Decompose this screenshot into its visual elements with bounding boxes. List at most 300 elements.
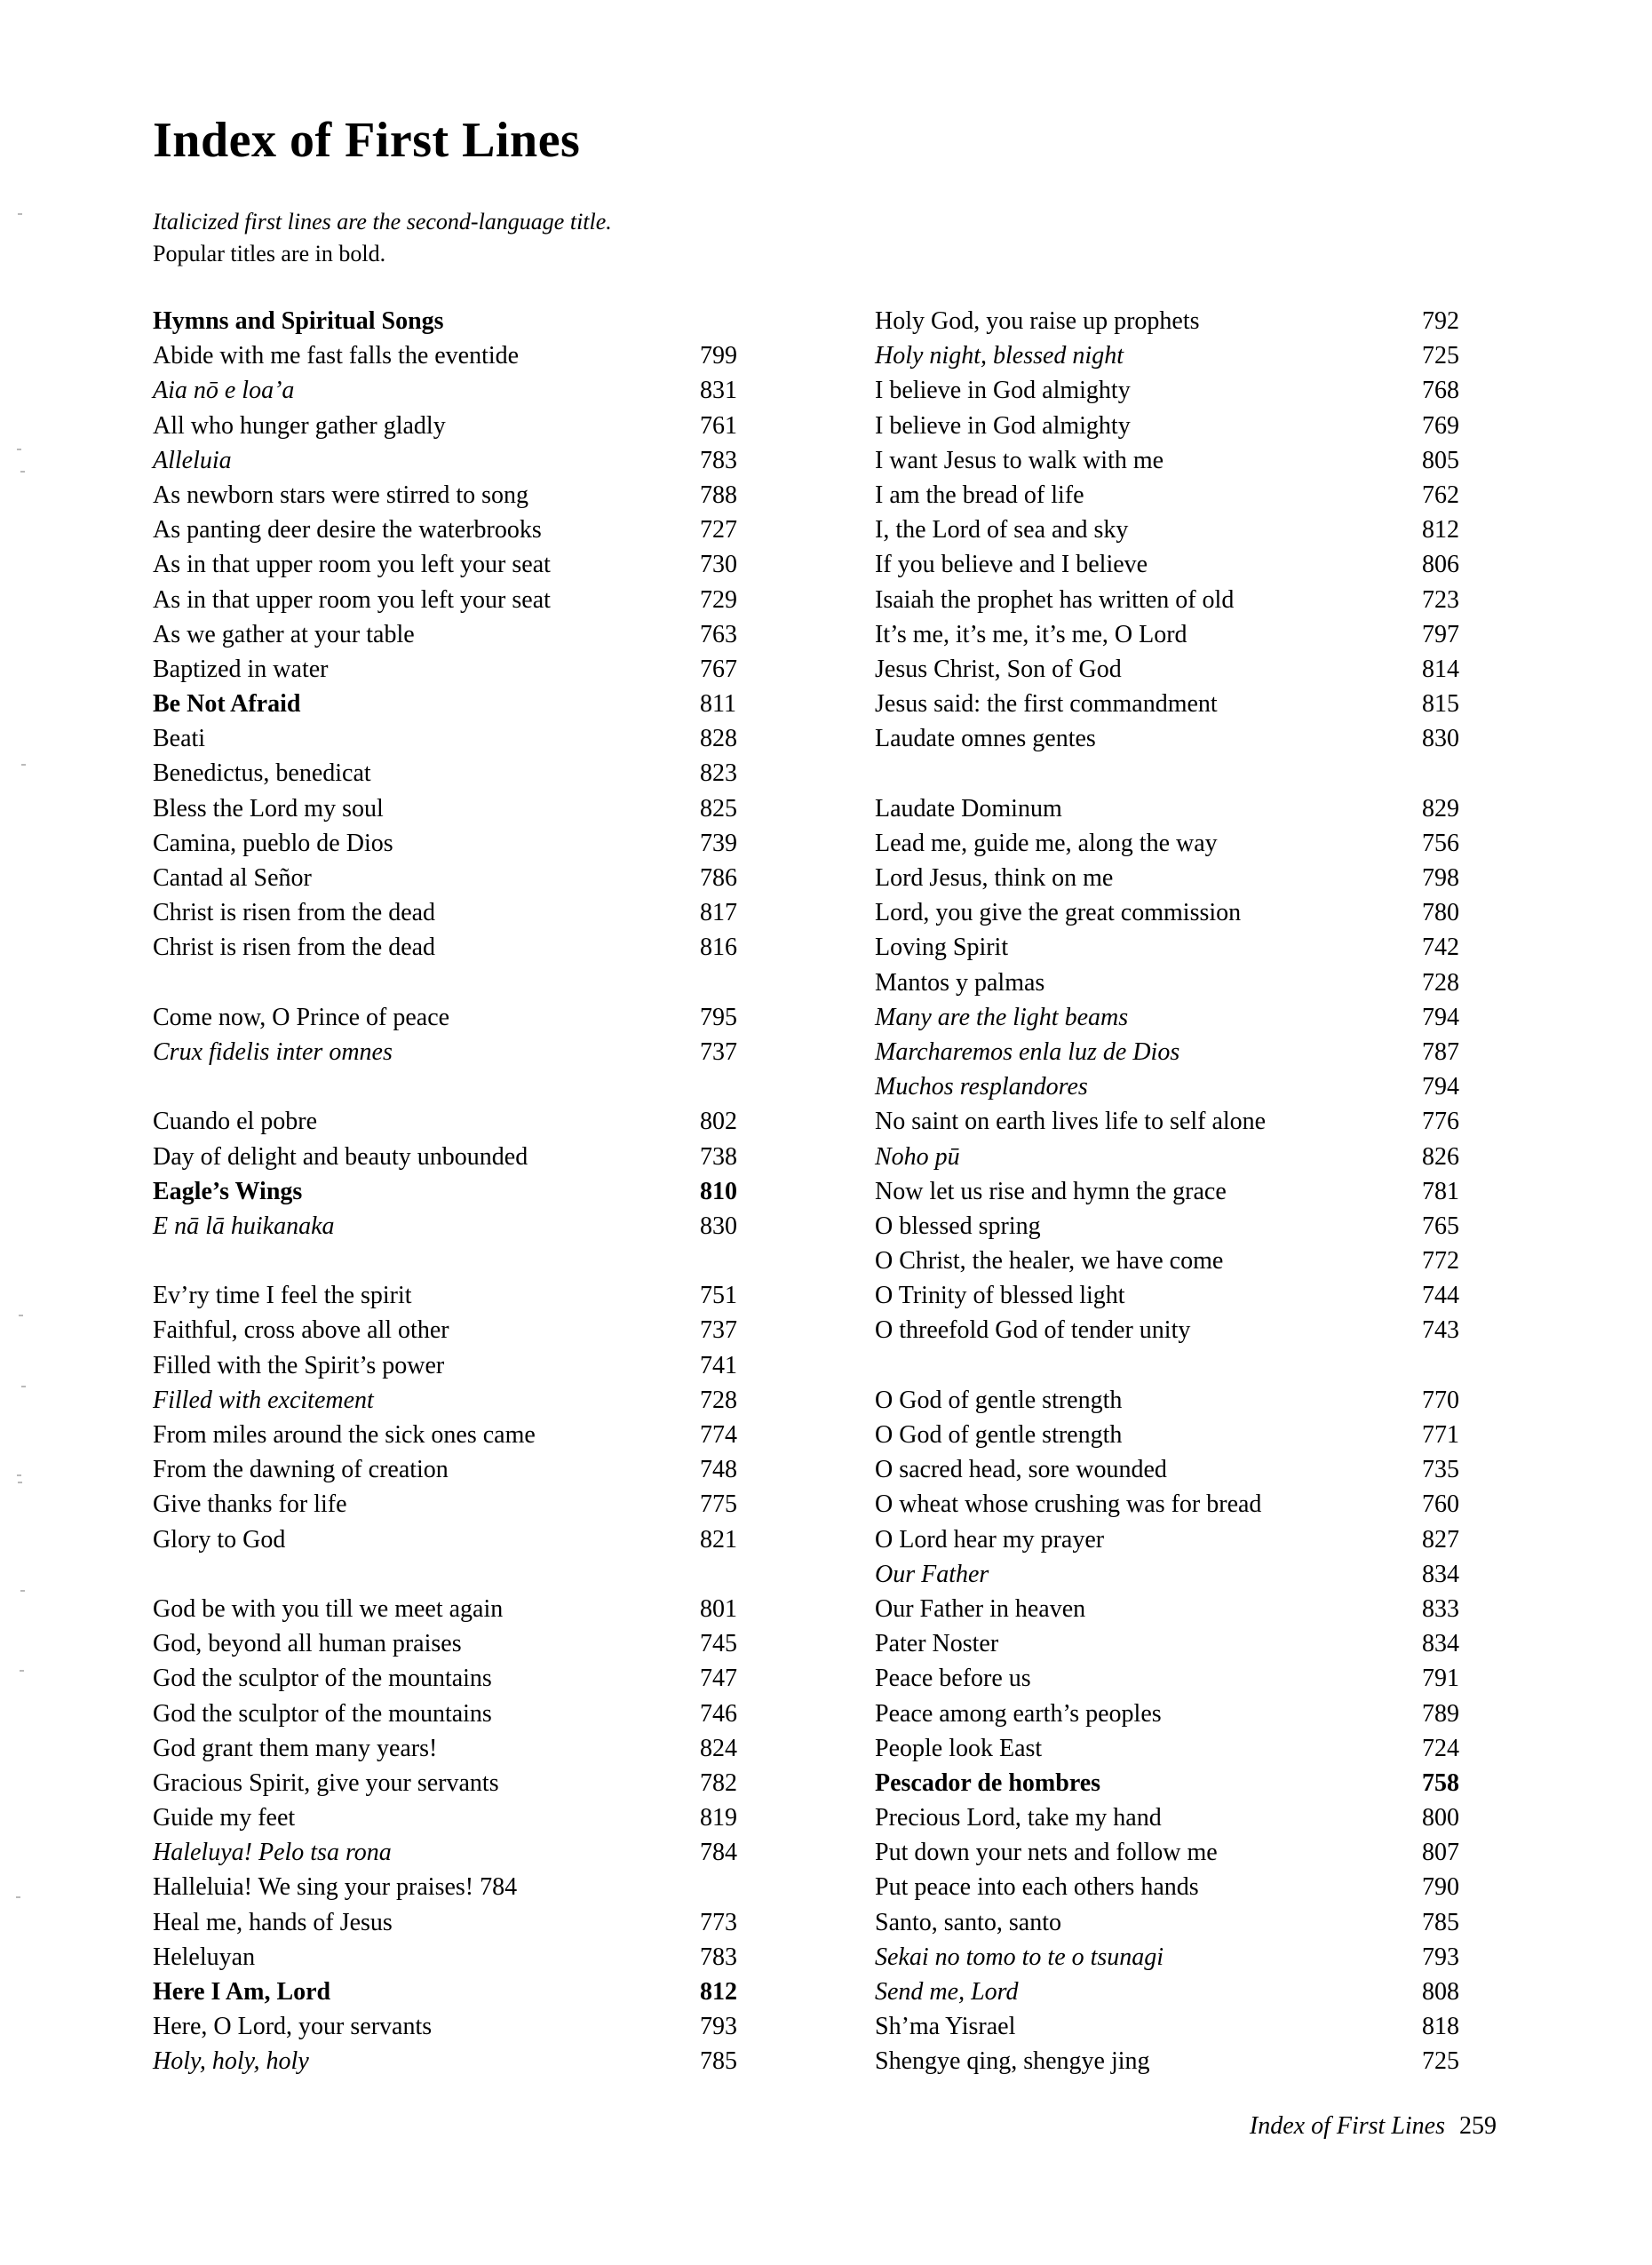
index-entry-row <box>875 687 1497 721</box>
index-entry-row <box>153 1940 774 1975</box>
entry-title: Heal me, hands of Jesus <box>153 1908 393 1936</box>
index-spacer-row <box>875 1348 1497 1383</box>
index-entry-row <box>153 1522 774 1557</box>
entry-title: People look East <box>875 1734 1043 1762</box>
entry-title: Marcharemos enla luz de Dios <box>875 1037 1180 1066</box>
index-entry-row <box>153 547 774 582</box>
entry-title: Jesus Christ, Son of God <box>875 655 1122 683</box>
index-entry-row <box>153 1174 774 1209</box>
entry-page-number: 834 <box>1422 1630 1459 1658</box>
entry-page-number: 769 <box>1422 411 1459 440</box>
entry-title: Lord, you give the great commission <box>875 899 1242 927</box>
entry-title: Here, O Lord, your servants <box>153 2013 433 2041</box>
entry-page-number: 794 <box>1422 1073 1459 1101</box>
entry-page-number: 725 <box>1422 342 1459 370</box>
entry-page-number: 762 <box>1422 481 1459 509</box>
entry-title: Holy, holy, holy <box>153 2047 309 2076</box>
entry-title: Jesus said: the first commandment <box>875 690 1218 719</box>
footer-page-number: 259 <box>1459 2112 1497 2140</box>
entry-title: Christ is risen from the dead <box>153 934 436 962</box>
index-entry-row <box>153 1000 774 1035</box>
entry-page-number: 747 <box>700 1665 737 1693</box>
index-entry-row <box>875 721 1497 756</box>
entry-title: Muchos resplandores <box>875 1073 1088 1101</box>
entry-page-number: 741 <box>700 1351 737 1379</box>
index-entry-row <box>153 2009 774 2044</box>
entry-title: Pescador de hombres <box>875 1768 1101 1797</box>
index-entry-row <box>875 1000 1497 1035</box>
index-entry-row <box>153 1626 774 1661</box>
entry-title: Abide with me fast falls the eventide <box>153 342 520 370</box>
index-entry-row <box>153 583 774 617</box>
entry-title: Santo, santo, santo <box>875 1908 1061 1936</box>
entry-title: O Christ, the healer, we have come <box>875 1247 1224 1276</box>
index-spacer-row <box>153 966 774 1000</box>
index-entry-row <box>875 373 1497 408</box>
entry-page-number: 735 <box>1422 1456 1459 1484</box>
entry-page-number: 827 <box>1422 1525 1459 1554</box>
index-entry-row <box>875 652 1497 687</box>
index-entry-row <box>875 895 1497 930</box>
entry-page-number: 761 <box>700 411 737 440</box>
entry-title: God the sculptor of the mountains <box>153 1699 492 1728</box>
entry-title: No saint on earth lives life to self alone <box>875 1108 1267 1136</box>
index-entry-row <box>153 687 774 721</box>
entry-page-number: 773 <box>700 1908 737 1936</box>
index-entry-row <box>153 1592 774 1626</box>
index-spacer-row <box>153 1069 774 1104</box>
index-entry-row <box>153 652 774 687</box>
entry-title: Bless the Lord my soul <box>153 794 384 823</box>
index-entry-row <box>153 756 774 791</box>
entry-page-number: 824 <box>700 1734 737 1762</box>
index-entry-row <box>875 1452 1497 1487</box>
entry-page-number: 797 <box>1422 620 1459 648</box>
entry-page-number: 767 <box>700 655 737 683</box>
entry-title: Haleluya! Pelo tsa rona <box>153 1839 392 1867</box>
index-entry-row <box>875 1313 1497 1347</box>
entry-title: Many are the light beams <box>875 1003 1129 1031</box>
entry-title: Peace before us <box>875 1665 1031 1693</box>
index-entry-row <box>875 1766 1497 1800</box>
index-entry-row <box>875 304 1497 338</box>
entry-title: Laudate Dominum <box>875 794 1062 823</box>
index-entry-row <box>875 1800 1497 1835</box>
index-entry-row <box>875 1140 1497 1174</box>
scan-speck <box>20 1590 25 1592</box>
entry-title: As we gather at your table <box>153 620 415 648</box>
index-entry-row <box>875 1383 1497 1418</box>
scan-speck <box>19 1315 23 1316</box>
entry-title: Aia nō e loa’a <box>153 377 295 405</box>
entry-title: Holy God, you raise up prophets <box>875 307 1200 335</box>
entry-title: It’s me, it’s me, it’s me, O Lord <box>875 620 1187 648</box>
entry-page-number: 805 <box>1422 446 1459 474</box>
entry-title: O God of gentle strength <box>875 1386 1123 1414</box>
index-entry-row <box>875 1697 1497 1731</box>
entry-title: Laudate omnes gentes <box>875 725 1096 753</box>
entry-page-number: 776 <box>1422 1108 1459 1136</box>
index-entry-row <box>875 2009 1497 2044</box>
entry-title: From miles around the sick ones came <box>153 1421 536 1449</box>
entry-title: Our Father in heaven <box>875 1594 1086 1623</box>
entry-title: Mantos y palmas <box>875 968 1045 997</box>
entry-title: Cuando el pobre <box>153 1108 318 1136</box>
entry-page-number: 786 <box>700 864 737 892</box>
entry-title: If you believe and I believe <box>875 551 1148 579</box>
entry-title: Faithful, cross above all other <box>153 1316 449 1345</box>
entry-page-number: 745 <box>700 1630 737 1658</box>
index-entry-row <box>875 1418 1497 1452</box>
page-footer <box>0 2107 1652 2146</box>
index-entry-row <box>153 1697 774 1731</box>
index-entry-row <box>153 1800 774 1835</box>
scan-speck <box>21 764 26 766</box>
index-entry-row <box>153 409 774 443</box>
entry-page-number: 743 <box>1422 1316 1459 1345</box>
page-title: Index of First Lines <box>153 112 581 168</box>
entry-title: From the dawning of creation <box>153 1456 449 1484</box>
entry-title: O God of gentle strength <box>875 1421 1123 1449</box>
entry-title: As in that upper room you left your seat <box>153 551 551 579</box>
index-entry-row <box>153 1731 774 1766</box>
index-entry-row <box>153 513 774 547</box>
entry-title: Loving Spirit <box>875 934 1009 962</box>
entry-page-number: 738 <box>700 1142 737 1171</box>
entry-title: Christ is risen from the dead <box>153 899 436 927</box>
entry-title: Benedictus, benedicat <box>153 759 371 788</box>
entry-page-number: 821 <box>700 1525 737 1554</box>
entry-page-number: 772 <box>1422 1247 1459 1276</box>
entry-title: Peace among earth’s peoples <box>875 1699 1162 1728</box>
index-entry-row <box>153 1140 774 1174</box>
index-entry-row <box>875 1278 1497 1313</box>
entry-page-number: 802 <box>700 1108 737 1136</box>
entry-page-number: 801 <box>700 1594 737 1623</box>
index-entry-row <box>875 1835 1497 1870</box>
index-entry-row <box>875 1661 1497 1696</box>
entry-page-number: 798 <box>1422 864 1459 892</box>
entry-page-number: 807 <box>1422 1839 1459 1867</box>
entry-title: O Lord hear my prayer <box>875 1525 1105 1554</box>
entry-title: Our Father <box>875 1560 989 1588</box>
index-entry-row <box>875 1244 1497 1278</box>
index-entry-row <box>153 443 774 478</box>
entry-page-number: 775 <box>700 1490 737 1519</box>
index-entry-row <box>875 513 1497 547</box>
scan-binding-artifacts <box>0 0 62 2265</box>
scan-speck <box>18 213 22 215</box>
entry-page-number: 810 <box>700 1177 737 1205</box>
index-entry-row <box>153 1870 774 1904</box>
entry-title: As panting deer desire the waterbrooks <box>153 516 542 544</box>
entry-page-number: 817 <box>700 899 737 927</box>
index-entry-row <box>153 1313 774 1347</box>
entry-page-number: 788 <box>700 481 737 509</box>
entry-title: All who hunger gather gladly <box>153 411 446 440</box>
entry-title: As in that upper room you left your seat <box>153 585 551 614</box>
index-spacer-row <box>153 1244 774 1278</box>
entry-page-number: 765 <box>1422 1212 1459 1240</box>
entry-title: I am the bread of life <box>875 481 1084 509</box>
entry-title: Beati <box>153 725 206 753</box>
entry-page-number: 771 <box>1422 1421 1459 1449</box>
entry-title: Here I Am, Lord <box>153 1978 331 2006</box>
entry-page-number: 784 <box>700 1839 737 1867</box>
index-entry-row <box>875 861 1497 895</box>
entry-title: Put down your nets and follow me <box>875 1839 1218 1867</box>
index-entry-row <box>153 1661 774 1696</box>
index-entry-row <box>875 338 1497 373</box>
entry-page-number: 742 <box>1422 934 1459 962</box>
index-entry-row <box>153 2044 774 2078</box>
entry-page-number: 794 <box>1422 1003 1459 1031</box>
index-entry-row <box>153 1766 774 1800</box>
entry-page-number: 789 <box>1422 1699 1459 1728</box>
entry-title: Sh’ma Yisrael <box>875 2013 1016 2041</box>
index-entry-row <box>875 930 1497 965</box>
index-entry-row <box>875 1174 1497 1209</box>
index-entry-row <box>153 930 774 965</box>
entry-page-number: 737 <box>700 1316 737 1345</box>
entry-page-number: 784 <box>480 1873 518 1902</box>
index-entry-row <box>875 1104 1497 1139</box>
entry-page-number: 816 <box>700 934 737 962</box>
entry-page-number: 793 <box>1422 1943 1459 1971</box>
entry-title: I want Jesus to walk with me <box>875 446 1164 474</box>
entry-page-number: 758 <box>1422 1768 1459 1797</box>
index-column-left <box>153 304 774 2079</box>
index-entry-row <box>875 1975 1497 2009</box>
index-entry-row <box>153 895 774 930</box>
entry-page-number: 811 <box>700 690 736 719</box>
entry-title: Gracious Spirit, give your servants <box>153 1768 499 1797</box>
entry-title: Filled with the Spirit’s power <box>153 1351 445 1379</box>
scan-speck <box>17 449 21 450</box>
entry-title: Halleluia! We sing your praises! <box>153 1873 474 1902</box>
entry-page-number: 830 <box>1422 725 1459 753</box>
entry-page-number: 729 <box>700 585 737 614</box>
entry-title: Guide my feet <box>153 1804 296 1832</box>
entry-title: I believe in God almighty <box>875 411 1131 440</box>
entry-page-number: 823 <box>700 759 737 788</box>
index-entry-row <box>875 791 1497 826</box>
entry-title: Alleluia <box>153 446 232 474</box>
entry-title: Cantad al Señor <box>153 864 312 892</box>
entry-title: Holy night, blessed night <box>875 342 1124 370</box>
entry-page-number: 825 <box>700 794 737 823</box>
entry-page-number: 723 <box>1422 585 1459 614</box>
index-entry-row <box>153 1905 774 1940</box>
entry-title: Eagle’s Wings <box>153 1177 303 1205</box>
entry-page-number: 730 <box>700 551 737 579</box>
index-entry-row <box>153 861 774 895</box>
scan-speck <box>20 1670 24 1672</box>
index-entry-row <box>153 721 774 756</box>
entry-title: Be Not Afraid <box>153 690 301 719</box>
entry-page-number: 760 <box>1422 1490 1459 1519</box>
entry-title: E nā lā huikanaka <box>153 1212 335 1240</box>
preamble-line-bold-note: Popular titles are in bold. <box>153 241 386 266</box>
section-heading-label: Hymns and Spiritual Songs <box>153 307 444 335</box>
entry-title: Pater Noster <box>875 1630 999 1658</box>
index-entry-row <box>875 1487 1497 1522</box>
index-entry-row <box>875 1522 1497 1557</box>
index-entry-row <box>875 1069 1497 1104</box>
index-entry-row <box>153 1452 774 1487</box>
index-entry-row <box>153 791 774 826</box>
entry-title: Sekai no tomo to te o tsunagi <box>875 1943 1164 1971</box>
entry-page-number: 774 <box>700 1421 737 1449</box>
index-entry-row <box>153 373 774 408</box>
entry-title: God be with you till we meet again <box>153 1594 504 1623</box>
entry-page-number: 800 <box>1422 1804 1459 1832</box>
entry-page-number: 770 <box>1422 1386 1459 1414</box>
index-entry-row <box>875 1870 1497 1904</box>
entry-title: Lead me, guide me, along the way <box>875 829 1218 857</box>
entry-page-number: 812 <box>1422 516 1459 544</box>
entry-page-number: 826 <box>1422 1142 1459 1171</box>
entry-page-number: 830 <box>700 1212 737 1240</box>
entry-page-number: 833 <box>1422 1594 1459 1623</box>
index-entry-row <box>875 1940 1497 1975</box>
entry-page-number: 780 <box>1422 899 1459 927</box>
index-entry-row <box>153 338 774 373</box>
index-entry-row <box>153 1278 774 1313</box>
entry-title: Put peace into each others hands <box>875 1873 1199 1902</box>
index-entry-row <box>875 1035 1497 1069</box>
entry-title: Noho pū <box>875 1142 960 1171</box>
index-entry-row <box>153 1835 774 1870</box>
entry-page-number: 748 <box>700 1456 737 1484</box>
entry-title: O blessed spring <box>875 1212 1041 1240</box>
entry-title: Isaiah the prophet has written of old <box>875 585 1235 614</box>
index-entry-row <box>875 966 1497 1000</box>
index-entry-row <box>153 617 774 652</box>
index-entry-row <box>153 1487 774 1522</box>
index-entry-row <box>875 617 1497 652</box>
index-entry-row <box>875 1626 1497 1661</box>
entry-page-number: 725 <box>1422 2047 1459 2076</box>
entry-page-number: 746 <box>700 1699 737 1728</box>
entry-page-number: 808 <box>1422 1978 1459 2006</box>
entry-title: God grant them many years! <box>153 1734 438 1762</box>
index-entry-row <box>153 1383 774 1418</box>
entry-page-number: 728 <box>700 1386 737 1414</box>
entry-page-number: 806 <box>1422 551 1459 579</box>
scan-speck <box>17 1474 21 1476</box>
entry-title: Heleluyan <box>153 1943 256 1971</box>
preamble-line-italic: Italicized first lines are the second-language title. <box>153 209 612 234</box>
entry-page-number: 818 <box>1422 2013 1459 2041</box>
scan-speck <box>20 471 25 473</box>
index-entry-row <box>875 826 1497 861</box>
entry-title: Come now, O Prince of peace <box>153 1003 450 1031</box>
index-column-right <box>875 304 1497 2079</box>
entry-page-number: 768 <box>1422 377 1459 405</box>
entry-page-number: 792 <box>1422 307 1459 335</box>
entry-page-number: 783 <box>700 446 737 474</box>
index-entry-row <box>875 409 1497 443</box>
entry-page-number: 744 <box>1422 1282 1459 1310</box>
entry-page-number: 793 <box>700 2013 737 2041</box>
index-spacer-row <box>875 756 1497 791</box>
footer-label: Index of First Lines <box>1249 2112 1445 2140</box>
entry-page-number: 785 <box>700 2047 737 2076</box>
index-entry-row <box>875 1209 1497 1244</box>
index-spacer-row <box>153 1557 774 1592</box>
entry-page-number: 724 <box>1422 1734 1459 1762</box>
entry-title: Precious Lord, take my hand <box>875 1804 1162 1832</box>
entry-page-number: 783 <box>700 1943 737 1971</box>
index-entry-row <box>153 1104 774 1139</box>
index-entry-row <box>153 1418 774 1452</box>
entry-page-number: 831 <box>700 377 737 405</box>
index-entry-row <box>153 1975 774 2009</box>
scan-speck <box>18 1482 22 1483</box>
index-entry-row <box>153 826 774 861</box>
entry-title: Ev’ry time I feel the spirit <box>153 1282 412 1310</box>
entry-page-number: 782 <box>700 1768 737 1797</box>
index-entry-row <box>153 478 774 513</box>
entry-title: O sacred head, sore wounded <box>875 1456 1167 1484</box>
index-entry-row <box>875 478 1497 513</box>
scan-speck <box>21 1386 26 1387</box>
entry-page-number: 785 <box>1422 1908 1459 1936</box>
entry-page-number: 799 <box>700 342 737 370</box>
index-entry-row <box>875 547 1497 582</box>
entry-title: Lord Jesus, think on me <box>875 864 1114 892</box>
entry-page-number: 819 <box>700 1804 737 1832</box>
entry-title: I, the Lord of sea and sky <box>875 516 1129 544</box>
entry-page-number: 790 <box>1422 1873 1459 1902</box>
index-entry-row <box>153 1035 774 1069</box>
entry-title: O threefold God of tender unity <box>875 1316 1191 1345</box>
entry-title: Day of delight and beauty unbounded <box>153 1142 528 1171</box>
entry-page-number: 756 <box>1422 829 1459 857</box>
entry-page-number: 787 <box>1422 1037 1459 1066</box>
entry-title: Shengye qing, shengye jing <box>875 2047 1150 2076</box>
preamble-note <box>153 206 612 270</box>
entry-title: Send me, Lord <box>875 1978 1019 2006</box>
entry-title: Glory to God <box>153 1525 286 1554</box>
index-entry-row <box>875 1731 1497 1766</box>
index-entry-row <box>153 1209 774 1244</box>
entry-title: As newborn stars were stirred to song <box>153 481 529 509</box>
index-section-heading <box>153 304 774 338</box>
entry-title: O Trinity of blessed light <box>875 1282 1125 1310</box>
index-entry-row <box>875 443 1497 478</box>
entry-page-number: 815 <box>1422 690 1459 719</box>
entry-title: Crux fidelis inter omnes <box>153 1037 393 1066</box>
entry-title: God, beyond all human praises <box>153 1630 462 1658</box>
entry-title: Camina, pueblo de Dios <box>153 829 393 857</box>
entry-page-number: 834 <box>1422 1560 1459 1588</box>
entry-title: God the sculptor of the mountains <box>153 1665 492 1693</box>
index-entry-row <box>875 1905 1497 1940</box>
entry-title: Baptized in water <box>153 655 329 683</box>
entry-title: Now let us rise and hymn the grace <box>875 1177 1227 1205</box>
entry-page-number: 737 <box>700 1037 737 1066</box>
entry-title: O wheat whose crushing was for bread <box>875 1490 1262 1519</box>
entry-page-number: 795 <box>700 1003 737 1031</box>
entry-page-number: 728 <box>1422 968 1459 997</box>
entry-page-number: 812 <box>700 1978 737 2006</box>
index-entry-row <box>875 1557 1497 1592</box>
entry-page-number: 763 <box>700 620 737 648</box>
index-entry-row <box>875 583 1497 617</box>
index-entry-row <box>875 2044 1497 2078</box>
